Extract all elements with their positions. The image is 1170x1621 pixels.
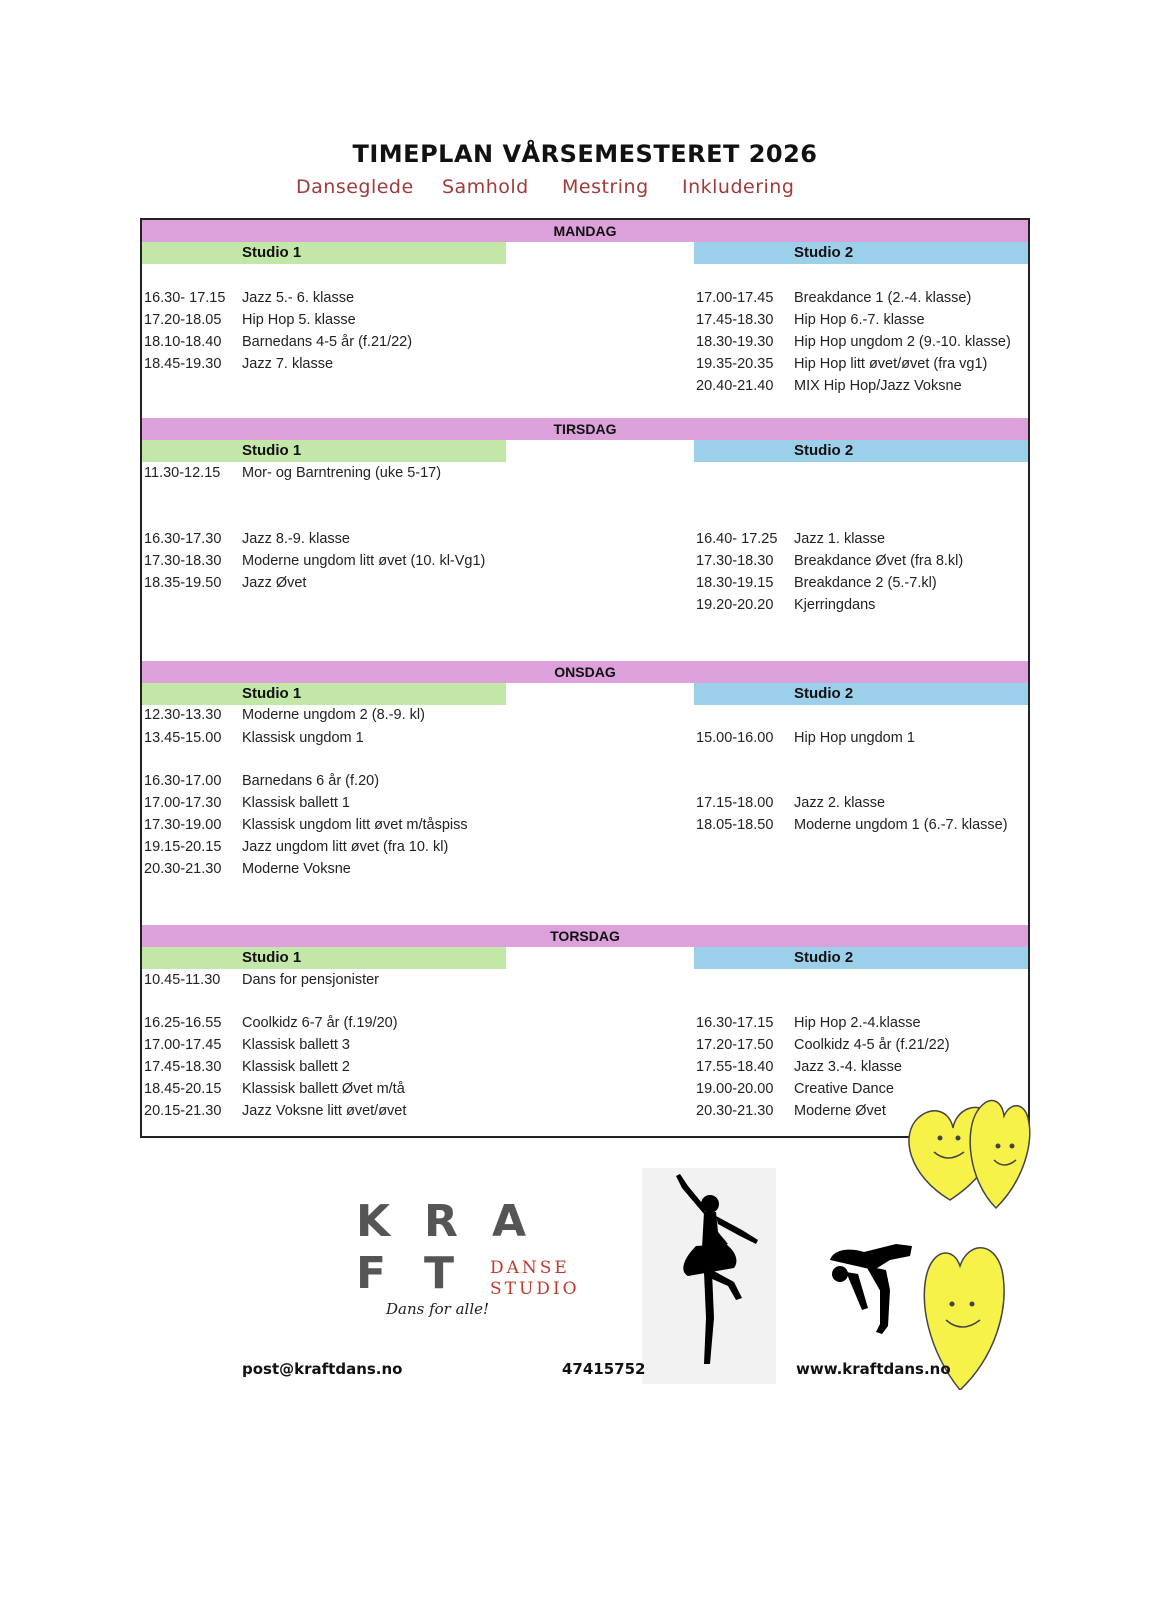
studio1-label: Studio 1 — [242, 244, 302, 261]
logo-letter: T — [424, 1248, 455, 1299]
studio2-label: Studio 2 — [794, 685, 854, 702]
studio1-label: Studio 1 — [242, 685, 302, 702]
studio1-bar — [142, 947, 506, 969]
studio2-bar — [694, 947, 1028, 969]
breakdancer-silhouette-icon — [824, 1230, 924, 1340]
logo-tagline: Dans for alle! — [386, 1300, 490, 1318]
value-danseglede: Danseglede — [296, 176, 414, 198]
day-header-tirsdag: TIRSDAG — [142, 418, 1028, 440]
logo-letter: F — [356, 1248, 387, 1299]
ballerina-silhouette-icon — [642, 1168, 776, 1384]
studio2-label: Studio 2 — [794, 442, 854, 459]
studio2-bar — [694, 440, 1028, 462]
page-title: TIMEPLAN VÅRSEMESTERET 2026 — [352, 140, 818, 168]
footer-email[interactable]: post@kraftdans.no — [242, 1360, 403, 1378]
studio1-label: Studio 1 — [242, 949, 302, 966]
logo-subtitle: DANSE STUDIO — [490, 1258, 580, 1299]
logo-letter: R — [424, 1196, 458, 1247]
studio1-bar — [142, 242, 506, 264]
studio2-label: Studio 2 — [794, 949, 854, 966]
value-inkludering: Inkludering — [682, 176, 795, 198]
kraft-logo — [356, 1196, 586, 1326]
value-mestring: Mestring — [562, 176, 649, 198]
studio2-bar — [694, 683, 1028, 705]
logo-letter: K — [356, 1196, 391, 1247]
day-header-mandag: MANDAG — [142, 220, 1028, 242]
studio1-bar — [142, 683, 506, 705]
ballerina-panel — [642, 1168, 776, 1384]
studio2-bar — [694, 242, 1028, 264]
studio1-label: Studio 1 — [242, 442, 302, 459]
studio2-label: Studio 2 — [794, 244, 854, 261]
day-header-torsdag: TORSDAG — [142, 925, 1028, 947]
studio1-bar — [142, 440, 506, 462]
day-header-onsdag: ONSDAG — [142, 661, 1028, 683]
value-samhold: Samhold — [442, 176, 529, 198]
schedule-table: MANDAG Studio 1 Studio 2 16.30- 17.15 Jazz 5.- 6. klasse 17.20-18.05 Hip Hop 5. klasse 18.10-18.40 Barnedans 4-5 år (f.21/22) 18.45-19.30 Jazz 7. klasse 17.00-17.45 Breakdance 1 (2.-4. klasse) 17.45-18.30 Hip Hop 6.-7. klasse 18.30-19.30 Hip Hop ungdom 2 (9.-10. klasse) 19.35-20.35 Hip Hop litt øvet/øvet (fra vg1) 20.40-21.40 MIX Hip Hop/Jazz Voksne TIRSDAG Studio 1 Studio 2 11.30-12.15 Mor- og Barntrening (uke 5-17) 16.30-17.30 Jazz 8.-9. klasse 17.30-18.30 Moderne ungdom litt øvet (10. kl-Vg1) 18.35-19.50 Jazz Øvet 16.40- 17.25 Jazz 1. klasse 17.30-18.30 Breakdance Øvet (fra 8.kl) 18.30-19.15 Breakdance 2 (5.-7.kl) 19.20-20.20 Kjerringdans ONSDAG Studio 1 Studio 2 12.30-13.30 Moderne ungdom 2 (8.-9. kl) 13.45-15.00 Klassisk ungdom 1 16.30-17.00 Barnedans 6 år (f.20) 17.00-17.30 Klassisk ballett 1 17.30-19.00 Klassisk ungdom litt øvet m/tåspiss 19.15-20.15 Jazz ungdom litt øvet (fra 10. kl) 20.30-21.30 Moderne Voksne 15.00-16.00 Hip Hop ungdom 1 17.15-18.00 Jazz 2. klasse 18.05-18.50 Moderne ungdom 1 (6.-7. klasse) TORSDAG Studio 1 Studio 2 10.45-11.30 Dans for pensjonister 16.25-16.55 Coolkidz 6-7 år (f.19/20) 17.00-17.45 Klassisk ballett 3 17.45-18.30 Klassisk ballett 2 18.45-20.15 Klassisk ballett Øvet m/tå 20.15-21.30 Jazz Voksne litt øvet/øvet 16.30-17.15 Hip Hop 2.-4.klasse 17.20-17.50 Coolkidz 4-5 år (f.21/22) 17.55-18.40 Jazz 3.-4. klasse 19.00-20.00 Creative Dance 20.30-21.30 Moderne Øvet — [140, 218, 1030, 1138]
footer-phone[interactable]: 47415752 — [562, 1360, 646, 1378]
footer-website[interactable]: www.kraftdans.no — [796, 1360, 951, 1378]
logo-letter: A — [492, 1196, 527, 1247]
